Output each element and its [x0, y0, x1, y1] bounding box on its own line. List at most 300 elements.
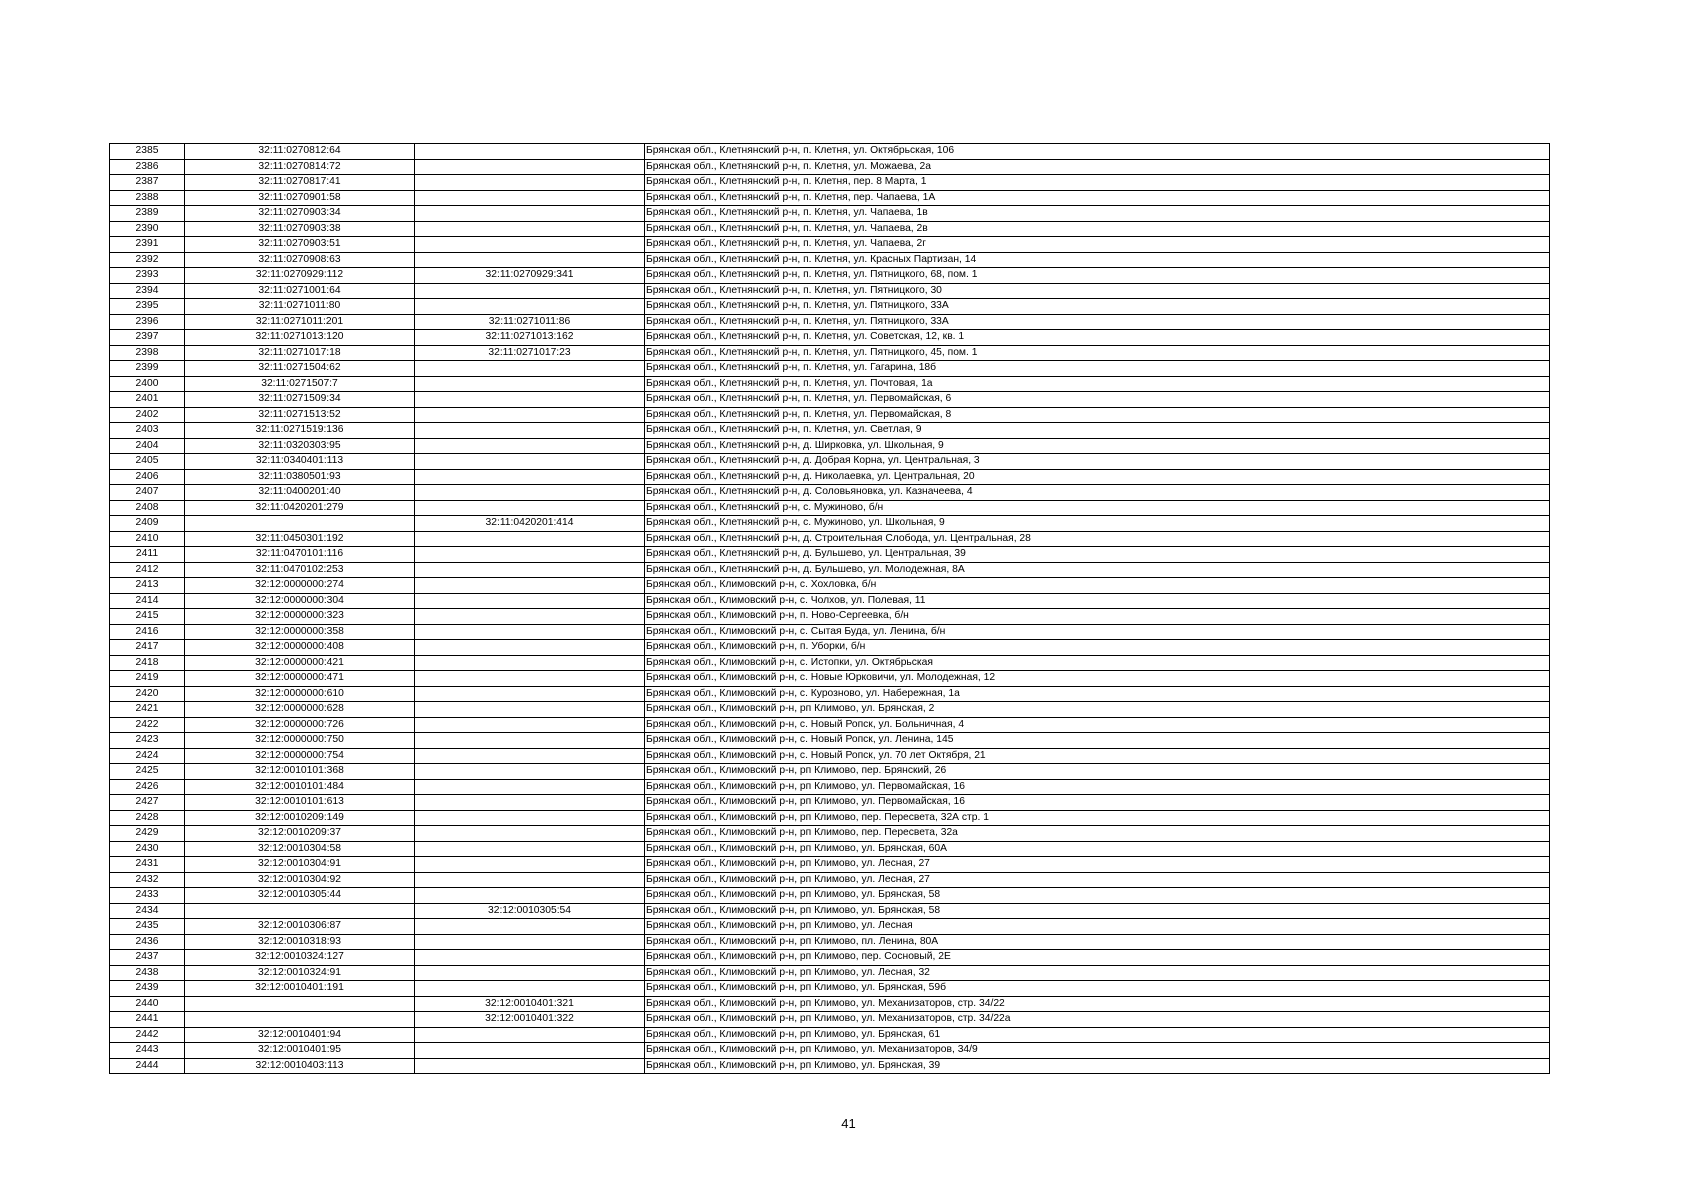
- row-number-cell: 2419: [110, 671, 185, 687]
- cadastral-number-cell: 32:11:0320303:95: [185, 438, 415, 454]
- table-row: [110, 655, 1550, 671]
- related-cadastral-number-cell: [415, 283, 645, 299]
- address-cell: Брянская обл., Клетнянский р-н, п. Клетня, пер. 8 Марта, 1: [645, 175, 1550, 191]
- table-row: [110, 1043, 1550, 1059]
- related-cadastral-number-cell: [415, 485, 645, 501]
- table-row: [110, 919, 1550, 935]
- address-cell: Брянская обл., Климовский р-н, рп Климово, ул. Первомайская, 16: [645, 795, 1550, 811]
- row-number-cell: 2395: [110, 299, 185, 315]
- cadastral-number-cell: 32:12:0010305:44: [185, 888, 415, 904]
- table-row: [110, 841, 1550, 857]
- row-number-cell: 2422: [110, 717, 185, 733]
- row-number-cell: 2402: [110, 407, 185, 423]
- related-cadastral-number-cell: [415, 454, 645, 470]
- row-number-cell: 2407: [110, 485, 185, 501]
- address-cell: Брянская обл., Клетнянский р-н, д. Ширковка, ул. Школьная, 9: [645, 438, 1550, 454]
- table-row: [110, 345, 1550, 361]
- address-cell: Брянская обл., Клетнянский р-н, п. Клетня, ул. Советская, 12, кв. 1: [645, 330, 1550, 346]
- row-number-cell: 2403: [110, 423, 185, 439]
- address-cell: Брянская обл., Климовский р-н, с. Новый Ропск, ул. Ленина, 145: [645, 733, 1550, 749]
- table-row: [110, 764, 1550, 780]
- table-row: [110, 330, 1550, 346]
- related-cadastral-number-cell: [415, 531, 645, 547]
- address-cell: Брянская обл., Климовский р-н, рп Климово, ул. Первомайская, 16: [645, 779, 1550, 795]
- row-number-cell: 2398: [110, 345, 185, 361]
- table-row: [110, 624, 1550, 640]
- table-row: [110, 795, 1550, 811]
- cadastral-number-cell: 32:12:0010401:95: [185, 1043, 415, 1059]
- cadastral-number-cell: 32:12:0010304:92: [185, 872, 415, 888]
- cadastral-number-cell: [185, 903, 415, 919]
- cadastral-number-cell: 32:12:0010209:37: [185, 826, 415, 842]
- address-cell: Брянская обл., Клетнянский р-н, п. Клетня, ул. Первомайская, 8: [645, 407, 1550, 423]
- table-row: [110, 144, 1550, 160]
- row-number-cell: 2411: [110, 547, 185, 563]
- related-cadastral-number-cell: [415, 810, 645, 826]
- cadastral-number-cell: 32:11:0270903:51: [185, 237, 415, 253]
- table-body: [110, 144, 1550, 1074]
- cadastral-number-cell: 32:11:0270903:34: [185, 206, 415, 222]
- address-cell: Брянская обл., Климовский р-н, п. Ново-Сергеевка, б/н: [645, 609, 1550, 625]
- cadastral-number-cell: 32:11:0270929:112: [185, 268, 415, 284]
- related-cadastral-number-cell: [415, 423, 645, 439]
- address-cell: Брянская обл., Клетнянский р-н, д. Николаевка, ул. Центральная, 20: [645, 469, 1550, 485]
- related-cadastral-number-cell: [415, 438, 645, 454]
- cadastral-number-cell: 32:12:0010101:368: [185, 764, 415, 780]
- address-cell: Брянская обл., Клетнянский р-н, п. Клетня, ул. Красных Партизан, 14: [645, 252, 1550, 268]
- related-cadastral-number-cell: [415, 779, 645, 795]
- address-cell: Брянская обл., Климовский р-н, рп Климово, ул. Брянская, 58: [645, 903, 1550, 919]
- row-number-cell: 2405: [110, 454, 185, 470]
- cadastral-number-cell: 32:12:0000000:726: [185, 717, 415, 733]
- row-number-cell: 2427: [110, 795, 185, 811]
- table-row: [110, 686, 1550, 702]
- cadastral-number-cell: 32:12:0000000:750: [185, 733, 415, 749]
- address-cell: Брянская обл., Климовский р-н, рп Климово, ул. Брянская, 61: [645, 1027, 1550, 1043]
- related-cadastral-number-cell: [415, 686, 645, 702]
- related-cadastral-number-cell: 32:11:0270929:341: [415, 268, 645, 284]
- related-cadastral-number-cell: [415, 764, 645, 780]
- cadastral-number-cell: 32:11:0271504:62: [185, 361, 415, 377]
- cadastral-number-cell: 32:12:0010403:113: [185, 1058, 415, 1074]
- address-cell: Брянская обл., Климовский р-н, с. Хохловка, б/н: [645, 578, 1550, 594]
- related-cadastral-number-cell: [415, 469, 645, 485]
- address-cell: Брянская обл., Клетнянский р-н, с. Мужиново, б/н: [645, 500, 1550, 516]
- address-cell: Брянская обл., Клетнянский р-н, п. Клетня, ул. Первомайская, 6: [645, 392, 1550, 408]
- related-cadastral-number-cell: [415, 640, 645, 656]
- cadastral-number-cell: 32:12:0000000:754: [185, 748, 415, 764]
- cadastral-number-cell: 32:11:0470101:116: [185, 547, 415, 563]
- table-row: [110, 826, 1550, 842]
- cadastral-number-cell: 32:11:0420201:279: [185, 500, 415, 516]
- table-row: [110, 981, 1550, 997]
- address-cell: Брянская обл., Климовский р-н, рп Климово, ул. Брянская, 2: [645, 702, 1550, 718]
- row-number-cell: 2430: [110, 841, 185, 857]
- related-cadastral-number-cell: [415, 361, 645, 377]
- related-cadastral-number-cell: [415, 593, 645, 609]
- cadastral-number-cell: 32:12:0000000:421: [185, 655, 415, 671]
- cadastral-number-cell: 32:11:0271011:201: [185, 314, 415, 330]
- row-number-cell: 2441: [110, 1012, 185, 1028]
- cadastral-number-cell: 32:11:0270812:64: [185, 144, 415, 160]
- cadastral-number-cell: 32:12:0000000:323: [185, 609, 415, 625]
- row-number-cell: 2444: [110, 1058, 185, 1074]
- table-row: [110, 609, 1550, 625]
- page-number: 41: [841, 1116, 856, 1131]
- row-number-cell: 2404: [110, 438, 185, 454]
- address-cell: Брянская обл., Климовский р-н, с. Сытая Буда, ул. Ленина, б/н: [645, 624, 1550, 640]
- table-row: [110, 717, 1550, 733]
- row-number-cell: 2401: [110, 392, 185, 408]
- related-cadastral-number-cell: [415, 655, 645, 671]
- cadastral-number-cell: 32:11:0270814:72: [185, 159, 415, 175]
- related-cadastral-number-cell: [415, 888, 645, 904]
- cadastral-number-cell: 32:11:0270817:41: [185, 175, 415, 191]
- related-cadastral-number-cell: [415, 144, 645, 160]
- related-cadastral-number-cell: [415, 872, 645, 888]
- related-cadastral-number-cell: 32:11:0271011:86: [415, 314, 645, 330]
- table-row: [110, 748, 1550, 764]
- related-cadastral-number-cell: 32:12:0010401:322: [415, 1012, 645, 1028]
- cadastral-number-cell: [185, 1012, 415, 1028]
- row-number-cell: 2387: [110, 175, 185, 191]
- table-row: [110, 779, 1550, 795]
- address-cell: Брянская обл., Клетнянский р-н, д. Бульшево, ул. Молодежная, 8А: [645, 562, 1550, 578]
- row-number-cell: 2420: [110, 686, 185, 702]
- related-cadastral-number-cell: 32:12:0010401:321: [415, 996, 645, 1012]
- table-row: [110, 934, 1550, 950]
- row-number-cell: 2426: [110, 779, 185, 795]
- related-cadastral-number-cell: [415, 857, 645, 873]
- address-cell: Брянская обл., Климовский р-н, рп Климово, ул. Брянская, 39: [645, 1058, 1550, 1074]
- table-row: [110, 702, 1550, 718]
- address-cell: Брянская обл., Клетнянский р-н, с. Мужиново, ул. Школьная, 9: [645, 516, 1550, 532]
- row-number-cell: 2409: [110, 516, 185, 532]
- table-row: [110, 888, 1550, 904]
- related-cadastral-number-cell: [415, 376, 645, 392]
- related-cadastral-number-cell: [415, 1058, 645, 1074]
- cadastral-number-cell: 32:11:0271519:136: [185, 423, 415, 439]
- address-cell: Брянская обл., Климовский р-н, рп Климово, ул. Механизаторов, стр. 34/22: [645, 996, 1550, 1012]
- related-cadastral-number-cell: [415, 562, 645, 578]
- address-cell: Брянская обл., Климовский р-н, рп Климово, пер. Пересвета, 32А стр. 1: [645, 810, 1550, 826]
- address-cell: Брянская обл., Климовский р-н, рп Климово, ул. Механизаторов, 34/9: [645, 1043, 1550, 1059]
- row-number-cell: 2391: [110, 237, 185, 253]
- row-number-cell: 2417: [110, 640, 185, 656]
- table-row: [110, 407, 1550, 423]
- address-cell: Брянская обл., Климовский р-н, рп Климово, пер. Сосновый, 2Е: [645, 950, 1550, 966]
- row-number-cell: 2423: [110, 733, 185, 749]
- address-cell: Брянская обл., Климовский р-н, рп Климово, пер. Пересвета, 32а: [645, 826, 1550, 842]
- cadastral-number-cell: 32:12:0010401:191: [185, 981, 415, 997]
- table-row: [110, 903, 1550, 919]
- table-row: [110, 237, 1550, 253]
- row-number-cell: 2443: [110, 1043, 185, 1059]
- row-number-cell: 2432: [110, 872, 185, 888]
- related-cadastral-number-cell: [415, 237, 645, 253]
- table-row: [110, 950, 1550, 966]
- table-row: [110, 733, 1550, 749]
- row-number-cell: 2429: [110, 826, 185, 842]
- related-cadastral-number-cell: [415, 934, 645, 950]
- address-cell: Брянская обл., Климовский р-н, рп Климово, ул. Брянская, 60А: [645, 841, 1550, 857]
- related-cadastral-number-cell: [415, 733, 645, 749]
- table-row: [110, 547, 1550, 563]
- cadastral-number-cell: 32:12:0000000:304: [185, 593, 415, 609]
- row-number-cell: 2436: [110, 934, 185, 950]
- table-row: [110, 190, 1550, 206]
- address-cell: Брянская обл., Климовский р-н, рп Климово, ул. Лесная, 32: [645, 965, 1550, 981]
- row-number-cell: 2385: [110, 144, 185, 160]
- cadastral-number-cell: 32:11:0270908:63: [185, 252, 415, 268]
- cadastral-number-cell: 32:12:0010324:127: [185, 950, 415, 966]
- row-number-cell: 2400: [110, 376, 185, 392]
- related-cadastral-number-cell: [415, 190, 645, 206]
- row-number-cell: 2392: [110, 252, 185, 268]
- cadastral-number-cell: 32:12:0010209:149: [185, 810, 415, 826]
- related-cadastral-number-cell: [415, 547, 645, 563]
- row-number-cell: 2435: [110, 919, 185, 935]
- row-number-cell: 2412: [110, 562, 185, 578]
- row-number-cell: 2408: [110, 500, 185, 516]
- row-number-cell: 2410: [110, 531, 185, 547]
- cadastral-number-cell: 32:11:0271017:18: [185, 345, 415, 361]
- cadastral-number-cell: 32:12:0000000:408: [185, 640, 415, 656]
- address-cell: Брянская обл., Климовский р-н, с. Новые Юрковичи, ул. Молодежная, 12: [645, 671, 1550, 687]
- row-number-cell: 2415: [110, 609, 185, 625]
- related-cadastral-number-cell: [415, 702, 645, 718]
- table-row: [110, 252, 1550, 268]
- cadastral-number-cell: 32:12:0010101:484: [185, 779, 415, 795]
- address-cell: Брянская обл., Климовский р-н, рп Климово, ул. Брянская, 59б: [645, 981, 1550, 997]
- table-row: [110, 531, 1550, 547]
- row-number-cell: 2433: [110, 888, 185, 904]
- related-cadastral-number-cell: [415, 826, 645, 842]
- row-number-cell: 2388: [110, 190, 185, 206]
- related-cadastral-number-cell: [415, 1043, 645, 1059]
- related-cadastral-number-cell: [415, 392, 645, 408]
- row-number-cell: 2424: [110, 748, 185, 764]
- table-row: [110, 1027, 1550, 1043]
- address-cell: Брянская обл., Климовский р-н, с. Чолхов, ул. Полевая, 11: [645, 593, 1550, 609]
- address-cell: Брянская обл., Климовский р-н, рп Климово, ул. Лесная, 27: [645, 872, 1550, 888]
- address-cell: Брянская обл., Климовский р-н, рп Климово, ул. Механизаторов, стр. 34/22а: [645, 1012, 1550, 1028]
- cadastral-number-cell: 32:11:0271507:7: [185, 376, 415, 392]
- address-cell: Брянская обл., Клетнянский р-н, п. Клетня, ул. Чапаева, 2в: [645, 221, 1550, 237]
- row-number-cell: 2437: [110, 950, 185, 966]
- table-row: [110, 361, 1550, 377]
- address-cell: Брянская обл., Климовский р-н, рп Климово, ул. Лесная, 27: [645, 857, 1550, 873]
- address-cell: Брянская обл., Климовский р-н, рп Климово, ул. Лесная: [645, 919, 1550, 935]
- table-row: [110, 299, 1550, 315]
- row-number-cell: 2389: [110, 206, 185, 222]
- row-number-cell: 2416: [110, 624, 185, 640]
- row-number-cell: 2399: [110, 361, 185, 377]
- table-row: [110, 516, 1550, 532]
- cadastral-number-cell: 32:12:0000000:628: [185, 702, 415, 718]
- table-row: [110, 314, 1550, 330]
- table-row: [110, 175, 1550, 191]
- table-row: [110, 810, 1550, 826]
- row-number-cell: 2418: [110, 655, 185, 671]
- related-cadastral-number-cell: 32:12:0010305:54: [415, 903, 645, 919]
- cadastral-number-cell: 32:12:0010304:58: [185, 841, 415, 857]
- cadastral-number-cell: 32:12:0010306:87: [185, 919, 415, 935]
- related-cadastral-number-cell: 32:11:0420201:414: [415, 516, 645, 532]
- row-number-cell: 2438: [110, 965, 185, 981]
- table-row: [110, 206, 1550, 222]
- related-cadastral-number-cell: [415, 609, 645, 625]
- related-cadastral-number-cell: [415, 299, 645, 315]
- table-row: [110, 671, 1550, 687]
- cadastral-number-cell: 32:11:0271509:34: [185, 392, 415, 408]
- row-number-cell: 2397: [110, 330, 185, 346]
- table-row: [110, 423, 1550, 439]
- row-number-cell: 2406: [110, 469, 185, 485]
- address-cell: Брянская обл., Климовский р-н, с. Курозново, ул. Набережная, 1а: [645, 686, 1550, 702]
- related-cadastral-number-cell: [415, 841, 645, 857]
- address-cell: Брянская обл., Климовский р-н, рп Климово, ул. Брянская, 58: [645, 888, 1550, 904]
- table-row: [110, 500, 1550, 516]
- row-number-cell: 2396: [110, 314, 185, 330]
- related-cadastral-number-cell: [415, 919, 645, 935]
- row-number-cell: 2394: [110, 283, 185, 299]
- table-row: [110, 593, 1550, 609]
- address-cell: Брянская обл., Климовский р-н, с. Истопки, ул. Октябрьская: [645, 655, 1550, 671]
- address-cell: Брянская обл., Клетнянский р-н, д. Строительная Слобода, ул. Центральная, 28: [645, 531, 1550, 547]
- address-cell: Брянская обл., Климовский р-н, п. Уборки, б/н: [645, 640, 1550, 656]
- row-number-cell: 2439: [110, 981, 185, 997]
- related-cadastral-number-cell: [415, 578, 645, 594]
- table-row: [110, 996, 1550, 1012]
- address-cell: Брянская обл., Клетнянский р-н, п. Клетня, ул. Октябрьская, 106: [645, 144, 1550, 160]
- row-number-cell: 2414: [110, 593, 185, 609]
- table-row: [110, 562, 1550, 578]
- related-cadastral-number-cell: [415, 175, 645, 191]
- related-cadastral-number-cell: [415, 795, 645, 811]
- address-cell: Брянская обл., Клетнянский р-н, д. Бульшево, ул. Центральная, 39: [645, 547, 1550, 563]
- row-number-cell: 2442: [110, 1027, 185, 1043]
- cadastral-number-cell: 32:11:0271011:80: [185, 299, 415, 315]
- address-cell: Брянская обл., Клетнянский р-н, д. Соловьяновка, ул. Казначеева, 4: [645, 485, 1550, 501]
- table-row: [110, 965, 1550, 981]
- cadastral-number-cell: 32:11:0470102:253: [185, 562, 415, 578]
- related-cadastral-number-cell: [415, 1027, 645, 1043]
- table-row: [110, 283, 1550, 299]
- row-number-cell: 2425: [110, 764, 185, 780]
- address-cell: Брянская обл., Климовский р-н, рп Климово, пл. Ленина, 80А: [645, 934, 1550, 950]
- address-cell: Брянская обл., Клетнянский р-н, п. Клетня, ул. Пятницкого, 68, пом. 1: [645, 268, 1550, 284]
- address-cell: Брянская обл., Климовский р-н, рп Климово, пер. Брянский, 26: [645, 764, 1550, 780]
- table-row: [110, 872, 1550, 888]
- table-row: [110, 578, 1550, 594]
- table-row: [110, 376, 1550, 392]
- table-row: [110, 159, 1550, 175]
- row-number-cell: 2393: [110, 268, 185, 284]
- related-cadastral-number-cell: [415, 500, 645, 516]
- related-cadastral-number-cell: [415, 159, 645, 175]
- related-cadastral-number-cell: 32:11:0271017:23: [415, 345, 645, 361]
- address-cell: Брянская обл., Клетнянский р-н, п. Клетня, ул. Чапаева, 1в: [645, 206, 1550, 222]
- address-cell: Брянская обл., Клетнянский р-н, д. Добрая Корна, ул. Центральная, 3: [645, 454, 1550, 470]
- related-cadastral-number-cell: [415, 950, 645, 966]
- table-row: [110, 469, 1550, 485]
- table-row: [110, 857, 1550, 873]
- table-row: [110, 640, 1550, 656]
- cadastral-number-cell: 32:12:0000000:471: [185, 671, 415, 687]
- address-cell: Брянская обл., Клетнянский р-н, п. Клетня, ул. Чапаева, 2г: [645, 237, 1550, 253]
- related-cadastral-number-cell: [415, 981, 645, 997]
- related-cadastral-number-cell: [415, 965, 645, 981]
- related-cadastral-number-cell: [415, 206, 645, 222]
- table-row: [110, 485, 1550, 501]
- cadastral-number-cell: 32:11:0271001:64: [185, 283, 415, 299]
- cadastral-number-cell: 32:12:0000000:358: [185, 624, 415, 640]
- cadastral-number-cell: [185, 516, 415, 532]
- cadastral-number-cell: 32:11:0340401:113: [185, 454, 415, 470]
- property-table: [109, 143, 1550, 1074]
- address-cell: Брянская обл., Клетнянский р-н, п. Клетня, ул. Пятницкого, 30: [645, 283, 1550, 299]
- address-cell: Брянская обл., Клетнянский р-н, п. Клетня, ул. Почтовая, 1а: [645, 376, 1550, 392]
- cadastral-number-cell: 32:12:0000000:274: [185, 578, 415, 594]
- row-number-cell: 2390: [110, 221, 185, 237]
- table-row: [110, 454, 1550, 470]
- table-row: [110, 1012, 1550, 1028]
- cadastral-number-cell: 32:11:0271513:52: [185, 407, 415, 423]
- address-cell: Брянская обл., Климовский р-н, с. Новый Ропск, ул. 70 лет Октября, 21: [645, 748, 1550, 764]
- row-number-cell: 2434: [110, 903, 185, 919]
- table-row: [110, 268, 1550, 284]
- address-cell: Брянская обл., Клетнянский р-н, п. Клетня, ул. Пятницкого, 33А: [645, 299, 1550, 315]
- related-cadastral-number-cell: 32:11:0271013:162: [415, 330, 645, 346]
- cadastral-number-cell: 32:12:0010101:613: [185, 795, 415, 811]
- related-cadastral-number-cell: [415, 407, 645, 423]
- cadastral-number-cell: 32:11:0270901:58: [185, 190, 415, 206]
- address-cell: Брянская обл., Климовский р-н, с. Новый Ропск, ул. Больничная, 4: [645, 717, 1550, 733]
- table-row: [110, 438, 1550, 454]
- address-cell: Брянская обл., Клетнянский р-н, п. Клетня, ул. Пятницкого, 45, пом. 1: [645, 345, 1550, 361]
- related-cadastral-number-cell: [415, 624, 645, 640]
- cadastral-number-cell: 32:11:0400201:40: [185, 485, 415, 501]
- address-cell: Брянская обл., Клетнянский р-н, п. Клетня, ул. Пятницкого, 33А: [645, 314, 1550, 330]
- cadastral-number-cell: 32:11:0271013:120: [185, 330, 415, 346]
- row-number-cell: 2428: [110, 810, 185, 826]
- cadastral-number-cell: 32:11:0380501:93: [185, 469, 415, 485]
- cadastral-number-cell: 32:12:0000000:610: [185, 686, 415, 702]
- related-cadastral-number-cell: [415, 252, 645, 268]
- related-cadastral-number-cell: [415, 748, 645, 764]
- table-row: [110, 221, 1550, 237]
- address-cell: Брянская обл., Клетнянский р-н, п. Клетня, ул. Гагарина, 18б: [645, 361, 1550, 377]
- cadastral-number-cell: 32:12:0010401:94: [185, 1027, 415, 1043]
- related-cadastral-number-cell: [415, 671, 645, 687]
- row-number-cell: 2421: [110, 702, 185, 718]
- cadastral-number-cell: 32:11:0270903:38: [185, 221, 415, 237]
- row-number-cell: 2440: [110, 996, 185, 1012]
- address-cell: Брянская обл., Клетнянский р-н, п. Клетня, ул. Светлая, 9: [645, 423, 1550, 439]
- cadastral-number-cell: 32:12:0010318:93: [185, 934, 415, 950]
- related-cadastral-number-cell: [415, 221, 645, 237]
- row-number-cell: 2386: [110, 159, 185, 175]
- cadastral-number-cell: [185, 996, 415, 1012]
- table-row: [110, 1058, 1550, 1074]
- address-cell: Брянская обл., Клетнянский р-н, п. Клетня, пер. Чапаева, 1А: [645, 190, 1550, 206]
- table-row: [110, 392, 1550, 408]
- cadastral-number-cell: 32:12:0010304:91: [185, 857, 415, 873]
- address-cell: Брянская обл., Клетнянский р-н, п. Клетня, ул. Можаева, 2а: [645, 159, 1550, 175]
- row-number-cell: 2413: [110, 578, 185, 594]
- related-cadastral-number-cell: [415, 717, 645, 733]
